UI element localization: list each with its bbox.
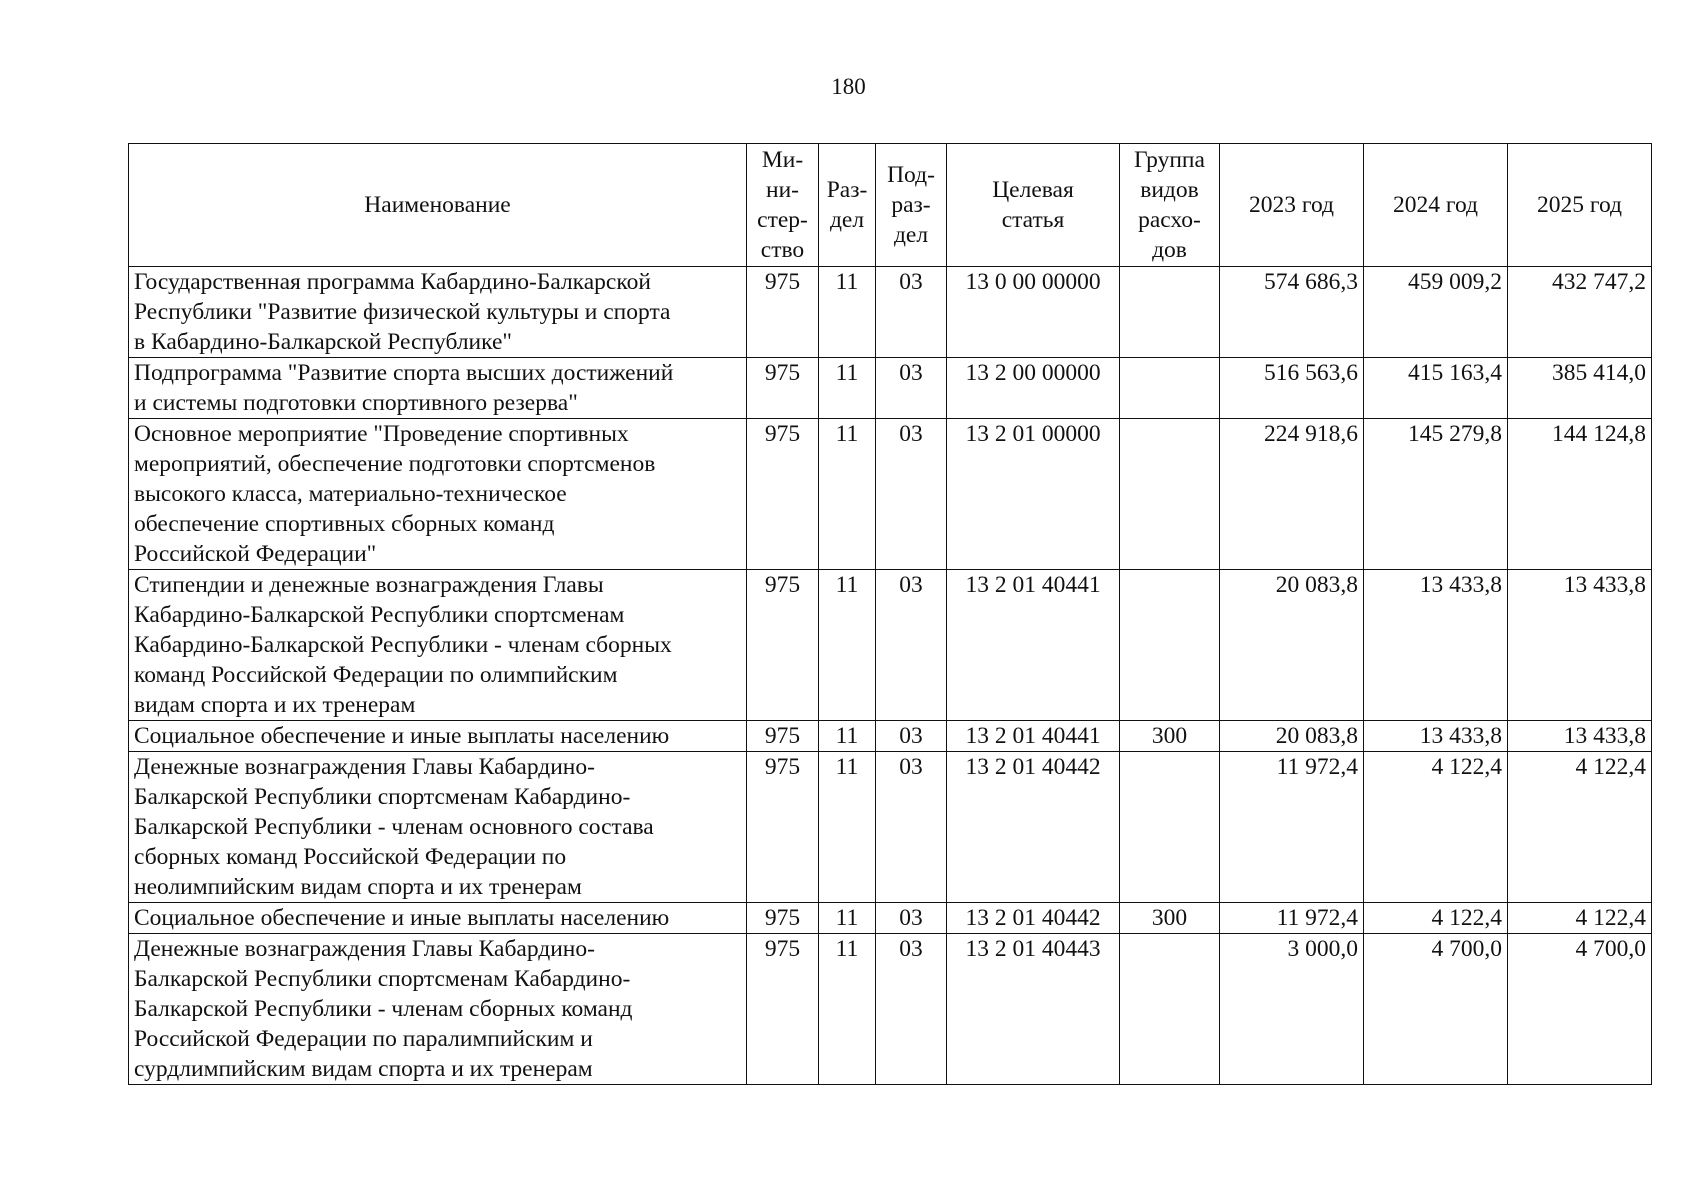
cell-target-article: 13 0 00 00000 xyxy=(947,267,1120,358)
cell-name: Основное мероприятие "Проведение спортивных мероприятий, обеспечение подготовки спортсменов высокого класса, материально-техническое обеспечение спортивных сборных команд Российской Федерации" xyxy=(129,419,747,570)
cell-ministry: 975 xyxy=(747,570,819,721)
cell-2023: 20 083,8 xyxy=(1220,721,1364,752)
cell-section: 11 xyxy=(819,419,876,570)
cell-subsection: 03 xyxy=(876,752,947,903)
table-row xyxy=(129,419,1652,570)
cell-name: Государственная программа Кабардино-Балкарской Республики "Развитие физической культуры и спорта в Кабардино-Балкарской Республике" xyxy=(129,267,747,358)
cell-target-article: 13 2 01 40441 xyxy=(947,721,1120,752)
cell-section: 11 xyxy=(819,903,876,934)
cell-2024: 4 122,4 xyxy=(1364,752,1508,903)
cell-name: Денежные вознаграждения Главы Кабардино- Балкарской Республики спортсменам Кабардино- Балкарской Республики - членам сборных команд Российской Федерации по паралимпийским и сурдлимпийским видам спорта и их тренерам xyxy=(129,934,747,1085)
cell-2025: 4 122,4 xyxy=(1508,903,1652,934)
table-row xyxy=(129,752,1652,903)
header-2025: 2025 год xyxy=(1508,144,1652,267)
cell-subsection: 03 xyxy=(876,267,947,358)
cell-2025: 432 747,2 xyxy=(1508,267,1652,358)
cell-expense-group xyxy=(1120,570,1220,721)
cell-ministry: 975 xyxy=(747,903,819,934)
header-2023: 2023 год xyxy=(1220,144,1364,267)
table-row xyxy=(129,721,1652,752)
header-ministry: Ми- ни- стер- ство xyxy=(747,144,819,267)
header-2024: 2024 год xyxy=(1364,144,1508,267)
cell-2025: 13 433,8 xyxy=(1508,721,1652,752)
cell-2023: 224 918,6 xyxy=(1220,419,1364,570)
table-row xyxy=(129,267,1652,358)
cell-target-article: 13 2 01 40442 xyxy=(947,752,1120,903)
cell-2025: 13 433,8 xyxy=(1508,570,1652,721)
cell-section: 11 xyxy=(819,570,876,721)
cell-ministry: 975 xyxy=(747,721,819,752)
cell-2023: 516 563,6 xyxy=(1220,358,1364,419)
cell-expense-group xyxy=(1120,934,1220,1085)
cell-2023: 3 000,0 xyxy=(1220,934,1364,1085)
cell-name: Подпрограмма "Развитие спорта высших достижений и системы подготовки спортивного резерва" xyxy=(129,358,747,419)
cell-2025: 4 700,0 xyxy=(1508,934,1652,1085)
cell-ministry: 975 xyxy=(747,358,819,419)
cell-section: 11 xyxy=(819,752,876,903)
cell-name: Социальное обеспечение и иные выплаты населению xyxy=(129,903,747,934)
cell-2023: 574 686,3 xyxy=(1220,267,1364,358)
cell-expense-group xyxy=(1120,358,1220,419)
cell-target-article: 13 2 01 00000 xyxy=(947,419,1120,570)
cell-ministry: 975 xyxy=(747,267,819,358)
cell-target-article: 13 2 01 40441 xyxy=(947,570,1120,721)
cell-2025: 4 122,4 xyxy=(1508,752,1652,903)
cell-ministry: 975 xyxy=(747,934,819,1085)
header-row xyxy=(129,144,1652,267)
cell-2025: 144 124,8 xyxy=(1508,419,1652,570)
cell-2025: 385 414,0 xyxy=(1508,358,1652,419)
cell-expense-group: 300 xyxy=(1120,903,1220,934)
header-name: Наименование xyxy=(129,144,747,267)
cell-expense-group xyxy=(1120,267,1220,358)
cell-section: 11 xyxy=(819,358,876,419)
cell-target-article: 13 2 00 00000 xyxy=(947,358,1120,419)
cell-subsection: 03 xyxy=(876,934,947,1085)
cell-2024: 145 279,8 xyxy=(1364,419,1508,570)
cell-name: Социальное обеспечение и иные выплаты населению xyxy=(129,721,747,752)
cell-subsection: 03 xyxy=(876,358,947,419)
cell-ministry: 975 xyxy=(747,419,819,570)
cell-target-article: 13 2 01 40442 xyxy=(947,903,1120,934)
cell-subsection: 03 xyxy=(876,721,947,752)
cell-name: Денежные вознаграждения Главы Кабардино- Балкарской Республики спортсменам Кабардино- Балкарской Республики - членам основного состава сборных команд Российской Федерации по неолимпийским видам спорта и их тренерам xyxy=(129,752,747,903)
table-row xyxy=(129,358,1652,419)
cell-2024: 13 433,8 xyxy=(1364,721,1508,752)
cell-subsection: 03 xyxy=(876,570,947,721)
cell-section: 11 xyxy=(819,267,876,358)
cell-expense-group xyxy=(1120,419,1220,570)
cell-2024: 415 163,4 xyxy=(1364,358,1508,419)
cell-target-article: 13 2 01 40443 xyxy=(947,934,1120,1085)
table-header xyxy=(129,144,1652,267)
cell-2024: 459 009,2 xyxy=(1364,267,1508,358)
cell-section: 11 xyxy=(819,934,876,1085)
page-number: 180 xyxy=(831,74,866,99)
budget-table xyxy=(128,143,1652,1085)
cell-2023: 11 972,4 xyxy=(1220,903,1364,934)
table-row xyxy=(129,934,1652,1085)
cell-2023: 11 972,4 xyxy=(1220,752,1364,903)
header-subsection: Под- раз- дел xyxy=(876,144,947,267)
header-section: Раз- дел xyxy=(819,144,876,267)
cell-subsection: 03 xyxy=(876,903,947,934)
cell-2023: 20 083,8 xyxy=(1220,570,1364,721)
cell-expense-group xyxy=(1120,752,1220,903)
table-row xyxy=(129,903,1652,934)
cell-subsection: 03 xyxy=(876,419,947,570)
header-target-article: Целевая статья xyxy=(947,144,1120,267)
cell-ministry: 975 xyxy=(747,752,819,903)
cell-name: Стипендии и денежные вознаграждения Главы Кабардино-Балкарской Республики спортсменам Кабардино-Балкарской Республики - членам сборных команд Российской Федерации по олимпийским видам спорта и их тренерам xyxy=(129,570,747,721)
header-expense-group: Группа видов расхо- дов xyxy=(1120,144,1220,267)
cell-2024: 4 122,4 xyxy=(1364,903,1508,934)
cell-2024: 13 433,8 xyxy=(1364,570,1508,721)
table-body xyxy=(129,267,1652,1085)
cell-section: 11 xyxy=(819,721,876,752)
table-row xyxy=(129,570,1652,721)
cell-2024: 4 700,0 xyxy=(1364,934,1508,1085)
cell-expense-group: 300 xyxy=(1120,721,1220,752)
